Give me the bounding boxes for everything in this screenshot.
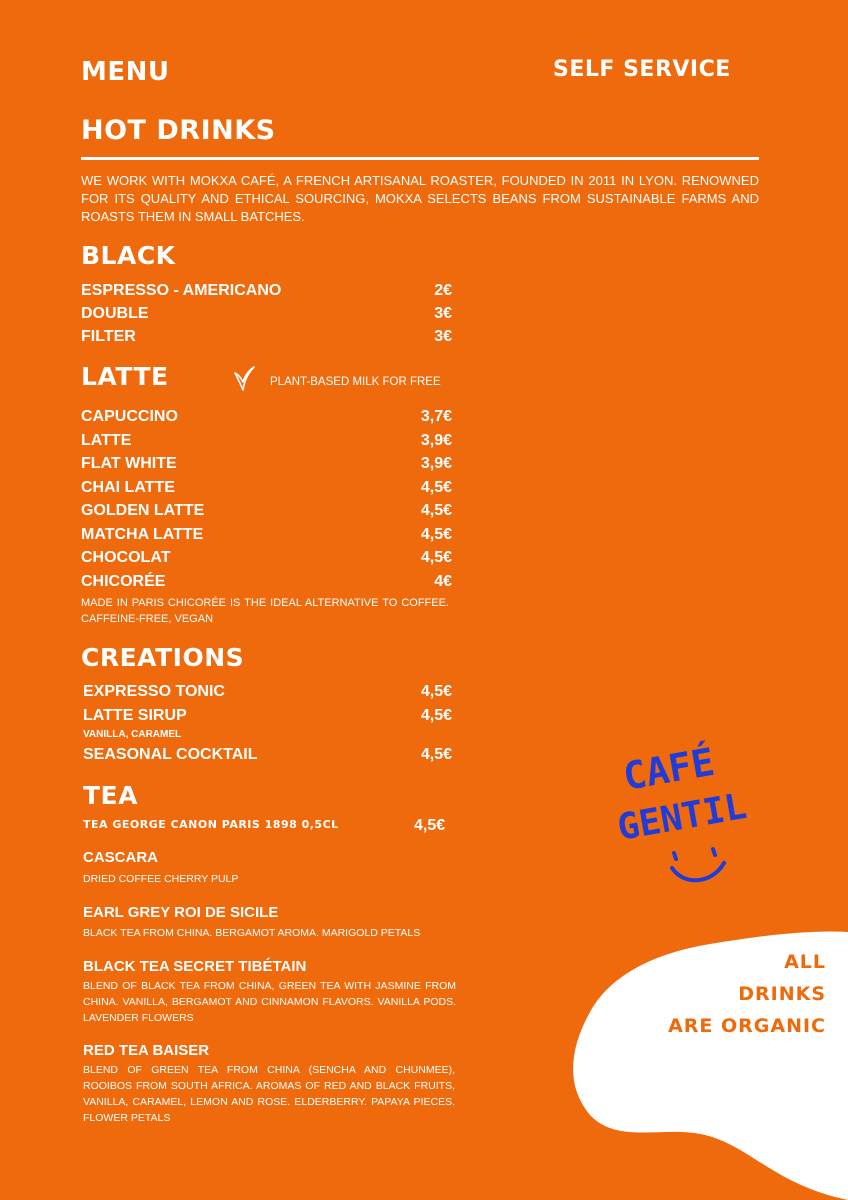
item-name: SEASONAL COCKTAIL	[83, 746, 258, 763]
tea-price: 4,5€	[414, 817, 446, 834]
menu-item	[81, 573, 452, 595]
menu-item	[81, 479, 452, 501]
item-name: MATCHA LATTE	[81, 526, 204, 543]
item-name: LATTE	[81, 432, 132, 449]
item-price: 4,5€	[420, 526, 452, 543]
tea-brand-line: TEA GEORGE CANON PARIS 1898 0,5CL	[83, 818, 339, 831]
item-price: 4€	[434, 573, 452, 590]
tea-name: RED TEA BAISER	[83, 1042, 210, 1059]
menu-item	[81, 408, 452, 430]
self-service-label: SELF SERVICE	[553, 57, 731, 82]
item-name: CHOCOLAT	[81, 549, 171, 566]
item-name: CAPUCCINO	[81, 408, 178, 425]
menu-item	[81, 455, 452, 477]
item-price: 2€	[434, 282, 452, 299]
cafe-gentil-logo	[612, 718, 772, 888]
tea-name: EARL GREY ROI DE SICILE	[83, 904, 279, 921]
section-title-creations: CREATIONS	[81, 643, 245, 672]
item-price: 4,5€	[420, 479, 452, 496]
menu-item	[81, 305, 452, 327]
tea-description: DRIED COFFEE CHERRY PULP	[83, 873, 239, 885]
section-title-black: BLACK	[81, 241, 176, 270]
item-price: 3,7€	[420, 408, 452, 425]
menu-title: MENU	[81, 57, 170, 87]
tea-description: BLACK TEA FROM CHINA. BERGAMOT AROMA. MARIGOLD PETALS	[83, 927, 421, 939]
item-price: 4,5€	[420, 549, 452, 566]
menu-item	[81, 282, 452, 304]
chicoree-note: MADE IN PARIS CHICORÉE IS THE IDEAL ALTERNATIVE TO COFFEE. CAFFEINE-FREE, VEGAN	[81, 597, 449, 625]
intro-text: WE WORK WITH MOKXA CAFÉ, A FRENCH ARTISANAL ROASTER, FOUNDED IN 2011 IN LYON. RENOWNED FOR ITS QUALITY AND ETHICAL SOURCING, MOKXA SELECTS BEANS FROM SUSTAINABLE FARMS AND ROASTS THEM IN SMALL BATCHES.	[81, 173, 759, 224]
leaf-icon	[232, 365, 256, 391]
item-name: CHAI LATTE	[81, 479, 175, 496]
item-name: DOUBLE	[81, 305, 149, 322]
logo-line-1: CAFÉ	[619, 739, 718, 799]
smiley-mouth	[672, 863, 724, 880]
tea-name: CASCARA	[83, 849, 158, 866]
menu-item	[81, 549, 452, 571]
item-price: 4,5€	[420, 707, 452, 724]
item-name: ESPRESSO - AMERICANO	[81, 282, 282, 299]
organic-line-2: DRINKS	[738, 983, 826, 1005]
menu-item	[81, 526, 452, 548]
item-name: GOLDEN LATTE	[81, 502, 205, 519]
organic-line-3: ARE ORGANIC	[668, 1015, 826, 1037]
item-price: 3€	[434, 305, 452, 322]
menu-item	[81, 328, 452, 350]
item-price: 3,9€	[420, 432, 452, 449]
sirup-note: VANILLA, CARAMEL	[83, 729, 182, 740]
item-name: LATTE SIRUP	[83, 707, 187, 724]
item-price: 4,5€	[420, 502, 452, 519]
item-name: FLAT WHITE	[81, 455, 177, 472]
item-price: 4,5€	[420, 746, 452, 763]
menu-item	[81, 432, 452, 454]
item-price: 3€	[434, 328, 452, 345]
item-name: EXPRESSO TONIC	[83, 683, 225, 700]
menu-item	[83, 707, 452, 729]
organic-line-1: ALL	[784, 951, 826, 973]
menu-item	[83, 746, 452, 768]
smiley-eye-right	[713, 849, 715, 855]
smiley-eye-left	[674, 853, 676, 859]
item-name: CHICORÉE	[81, 573, 166, 590]
logo-line-2: GENTIL	[614, 785, 750, 849]
hot-drinks-title: HOT DRINKS	[81, 115, 276, 146]
menu-item	[83, 683, 452, 705]
menu-item	[81, 502, 452, 524]
tea-name: BLACK TEA SECRET TIBÉTAIN	[83, 958, 307, 975]
tea-description: BLEND OF GREEN TEA FROM CHINA (SENCHA AND CHUNMEE), ROOIBOS FROM SOUTH AFRICA. AROMAS OF RED AND BLACK FRUITS, VANILLA, CARAMEL, LEMON AND ROSE. ELDERBERRY. PAPAYA PIECES. FLOWER PETALS	[83, 1064, 455, 1124]
divider	[81, 157, 759, 160]
section-title-latte: LATTE	[81, 362, 169, 391]
section-title-tea: TEA	[83, 781, 138, 810]
item-price: 3,9€	[420, 455, 452, 472]
item-name: FILTER	[81, 328, 136, 345]
item-price: 4,5€	[420, 683, 452, 700]
tea-description: BLEND OF BLACK TEA FROM CHINA, GREEN TEA WITH JASMINE FROM CHINA. VANILLA, BERGAMOT AND CINNAMON FLAVORS. VANILLA PODS. LAVENDER FLOWERS	[83, 980, 456, 1024]
plant-based-note: PLANT-BASED MILK FOR FREE	[270, 376, 441, 388]
